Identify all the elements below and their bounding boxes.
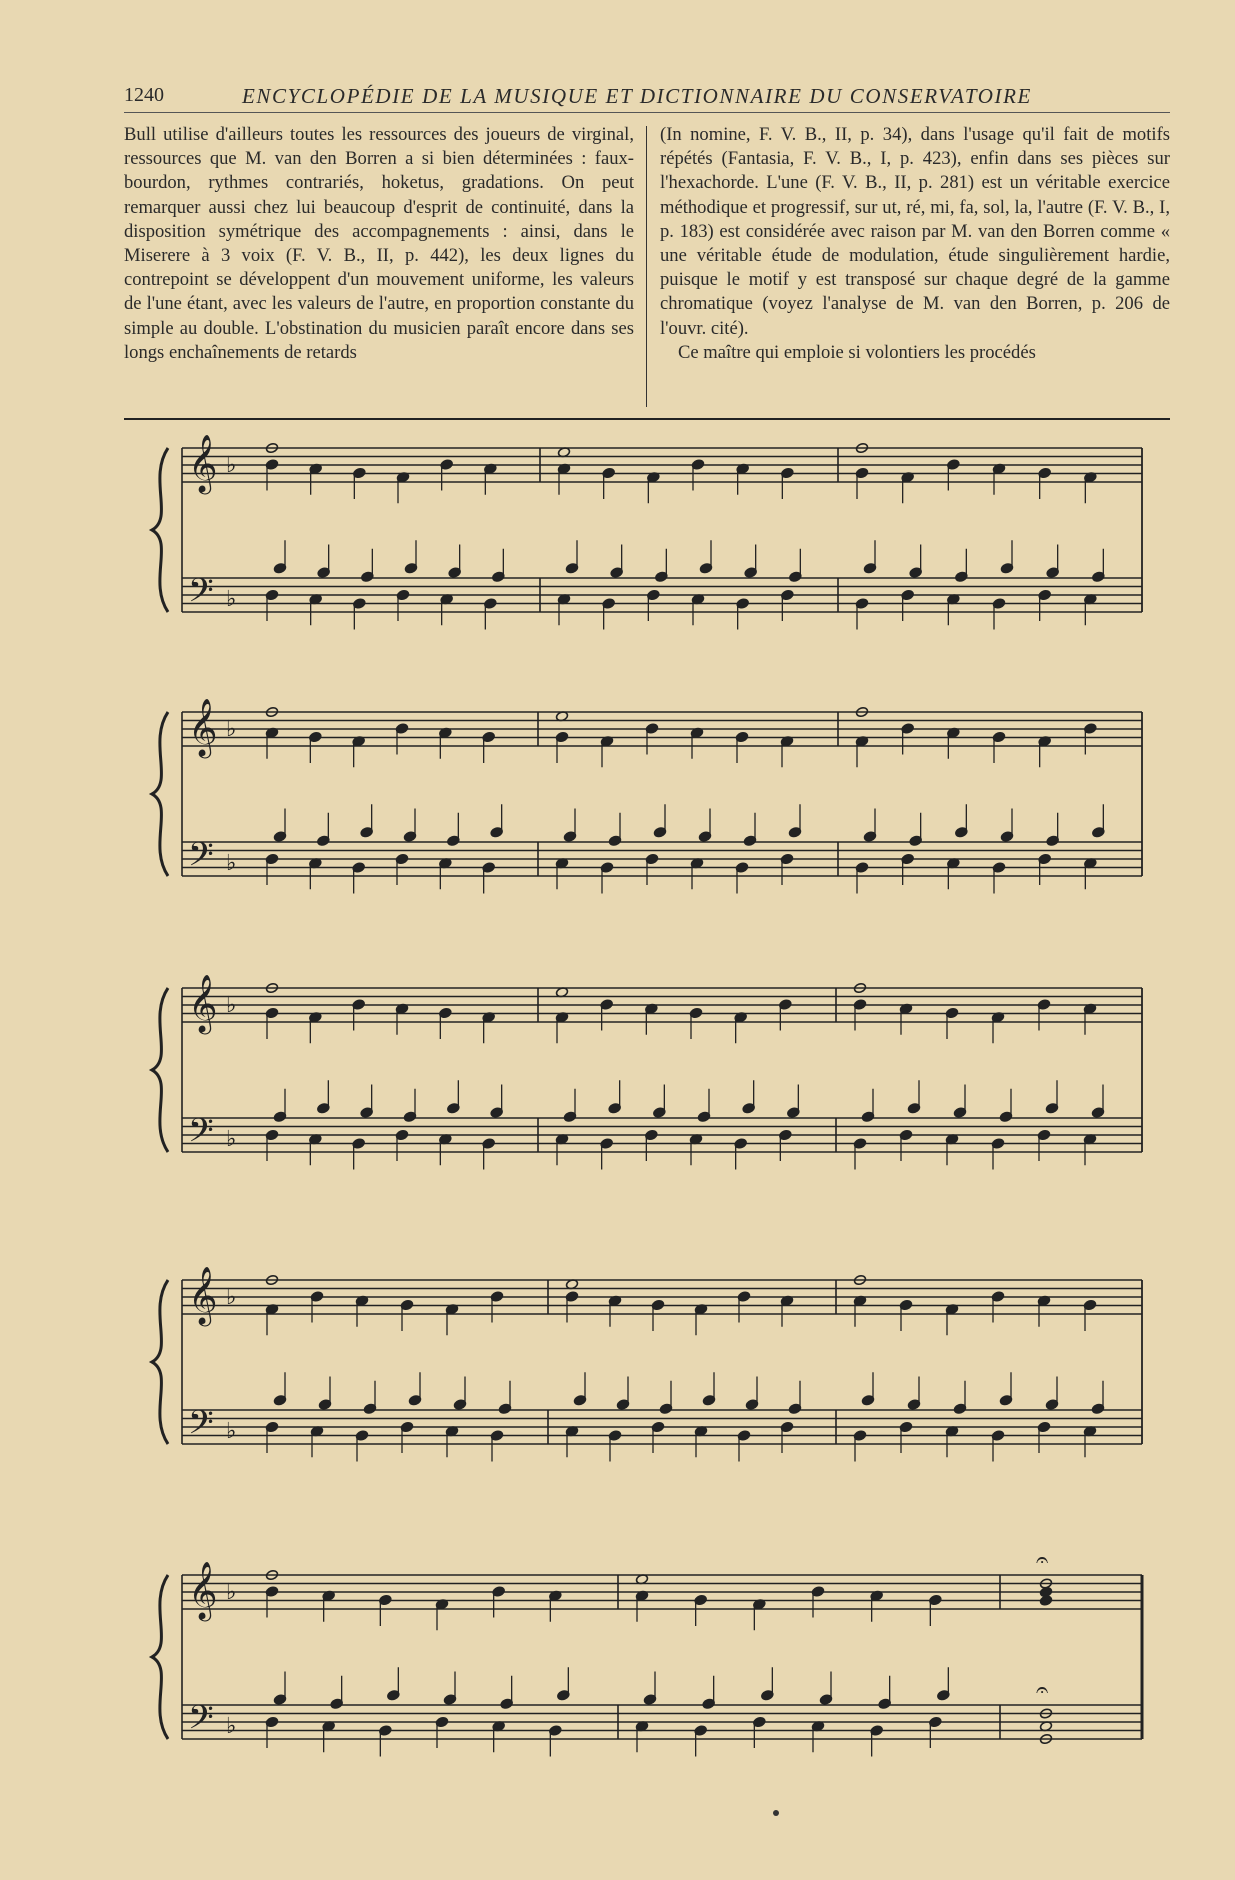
brace (152, 988, 168, 1152)
brace (152, 1575, 168, 1739)
quarter-note (1039, 1595, 1052, 1606)
bass-clef: 𝄢 (188, 1404, 214, 1450)
bass-clef: 𝄢 (188, 572, 214, 618)
treble-clef: 𝄞 (188, 698, 218, 756)
key-signature-flat: ♭ (226, 453, 237, 478)
key-signature-flat: ♭ (226, 1714, 237, 1739)
page-speck (773, 1810, 779, 1816)
bass-clef: 𝄢 (188, 1112, 214, 1158)
left-column-paragraph: Bull utilise d'ailleurs toutes les ressources des joueurs de virginal, ressources que M. van den Borren a si bien déterminées : faux-bourdon, rythmes contrariés, hoketus, gradations. On peut remarquer aussi chez lui beaucoup d'esprit de continuité, dans la disposition symétrique des accompagnements : ainsi, dans le Miserere à 3 voix (F. V. B., II, p. 442), les deux lignes du contrepoint se développent d'un mouvement uniforme, les valeurs de l'une étant, avec les valeurs de l'autre, en proportion constante du simple au double. L'obstination du musicien paraît encore dans ses longs enchaînements de retards (124, 124, 634, 363)
brace (152, 712, 168, 876)
key-signature-flat: ♭ (226, 1419, 237, 1444)
key-signature-flat: ♭ (226, 1127, 237, 1152)
fermata-sign: 𝄐 (1036, 1548, 1049, 1573)
page-number: 1240 (124, 84, 164, 106)
right-column-paragraph: (In nomine, F. V. B., II, p. 34), dans l'usage qu'il fait de motifs répétés (Fantasia, F. V. B., I, p. 423), enfin dans ses pièces sur l'hexachorde. L'une (F. V. B., II, p. 281) est un véritable exercice méthodique et progressif, sur ut, ré, mi, fa, sol, la, l'autre (F. V. B., I, p. 183) est considérée avec raison par M. van den Borren comme « une véritable étude de modulation, étude singulièrement hardie, puisque le motif y est transposé sur chaque degré de la gamme chromatique (voyez l'analyse de M. van den Borren, p. 206 de l'ouvr. cité). (660, 124, 1170, 339)
fermata-sign: 𝄐 (1036, 1678, 1049, 1703)
key-signature-flat: ♭ (226, 993, 237, 1018)
key-signature-flat: ♭ (226, 1580, 237, 1605)
key-signature-flat: ♭ (226, 587, 237, 612)
bass-clef: 𝄢 (188, 1699, 214, 1745)
treble-clef: 𝄞 (188, 974, 218, 1032)
treble-clef: 𝄞 (188, 434, 218, 492)
key-signature-flat: ♭ (226, 851, 237, 876)
key-signature-flat: ♭ (226, 1285, 237, 1310)
treble-clef: 𝄞 (188, 1561, 218, 1619)
bass-clef: 𝄢 (188, 836, 214, 882)
key-signature-flat: ♭ (226, 717, 237, 742)
treble-clef: 𝄞 (188, 1266, 218, 1324)
running-title: ENCYCLOPÉDIE DE LA MUSIQUE ET DICTIONNAIRE DU CONSERVATOIRE (242, 84, 1032, 108)
right-column-last-line: Ce maître qui emploie si volontiers les procédés (678, 341, 1036, 363)
brace (152, 448, 168, 612)
brace (152, 1280, 168, 1444)
